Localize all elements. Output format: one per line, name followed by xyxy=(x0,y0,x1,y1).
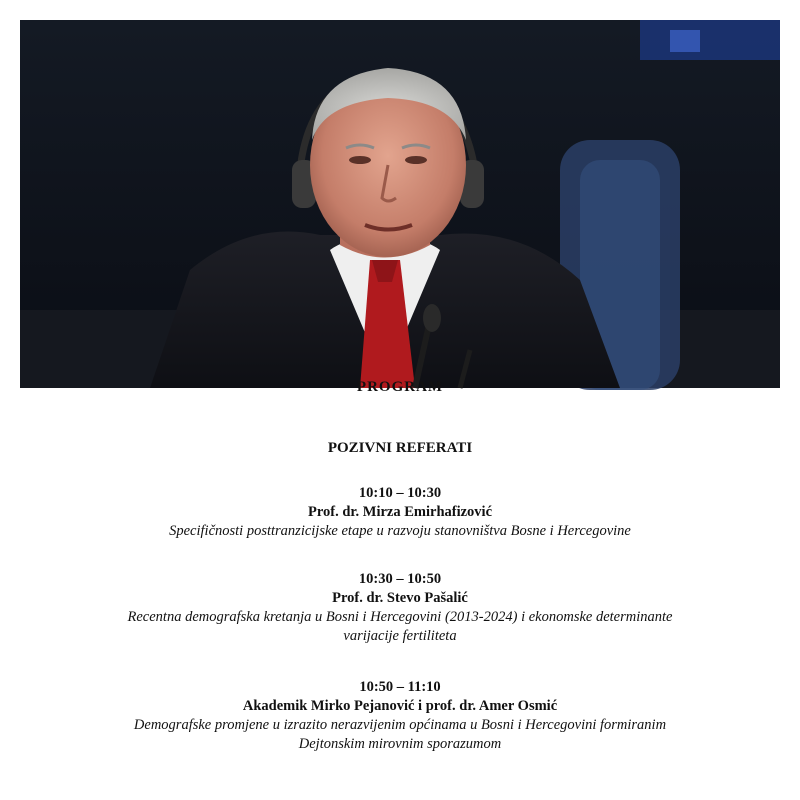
slot-time: 10:30 – 10:50 xyxy=(358,571,442,587)
slot-topic-line: Dejtonskim mirovnim sporazumom xyxy=(298,736,502,752)
slot-speaker: Prof. dr. Mirza Emirhafizović xyxy=(307,504,493,520)
slot-time: 10:50 – 11:10 xyxy=(359,679,441,695)
speaker-photo xyxy=(20,20,780,388)
slot-speaker: Prof. dr. Stevo Pašalić xyxy=(332,590,468,606)
program-slot xyxy=(0,570,800,646)
slot-time: 10:10 – 10:30 xyxy=(358,485,442,501)
program-slot xyxy=(0,678,800,754)
slot-topic-line: Specifičnosti posttranzicijske etape u razvoju stanovništva Bosne i Hercegovine xyxy=(169,523,631,539)
program-document xyxy=(0,379,800,800)
program-slot xyxy=(0,484,800,541)
slot-speaker: Akademik Mirko Pejanović i prof. dr. Amer Osmić xyxy=(242,698,558,714)
section-title: POZIVNI REFERATI xyxy=(327,440,473,456)
speaker-photo-illustration xyxy=(20,20,780,388)
slot-topic-line: Recentna demografska kretanja u Bosni i Hercegovini (2013-2024) i ekonomske determinante xyxy=(127,609,673,625)
cut-off-heading: PROGRAM xyxy=(356,379,444,395)
slot-topic-line: varijacije fertiliteta xyxy=(343,628,457,644)
slot-topic-line: Demografske promjene u izrazito nerazvijenim općinama u Bosni i Hercegovini formiranim xyxy=(133,717,667,733)
